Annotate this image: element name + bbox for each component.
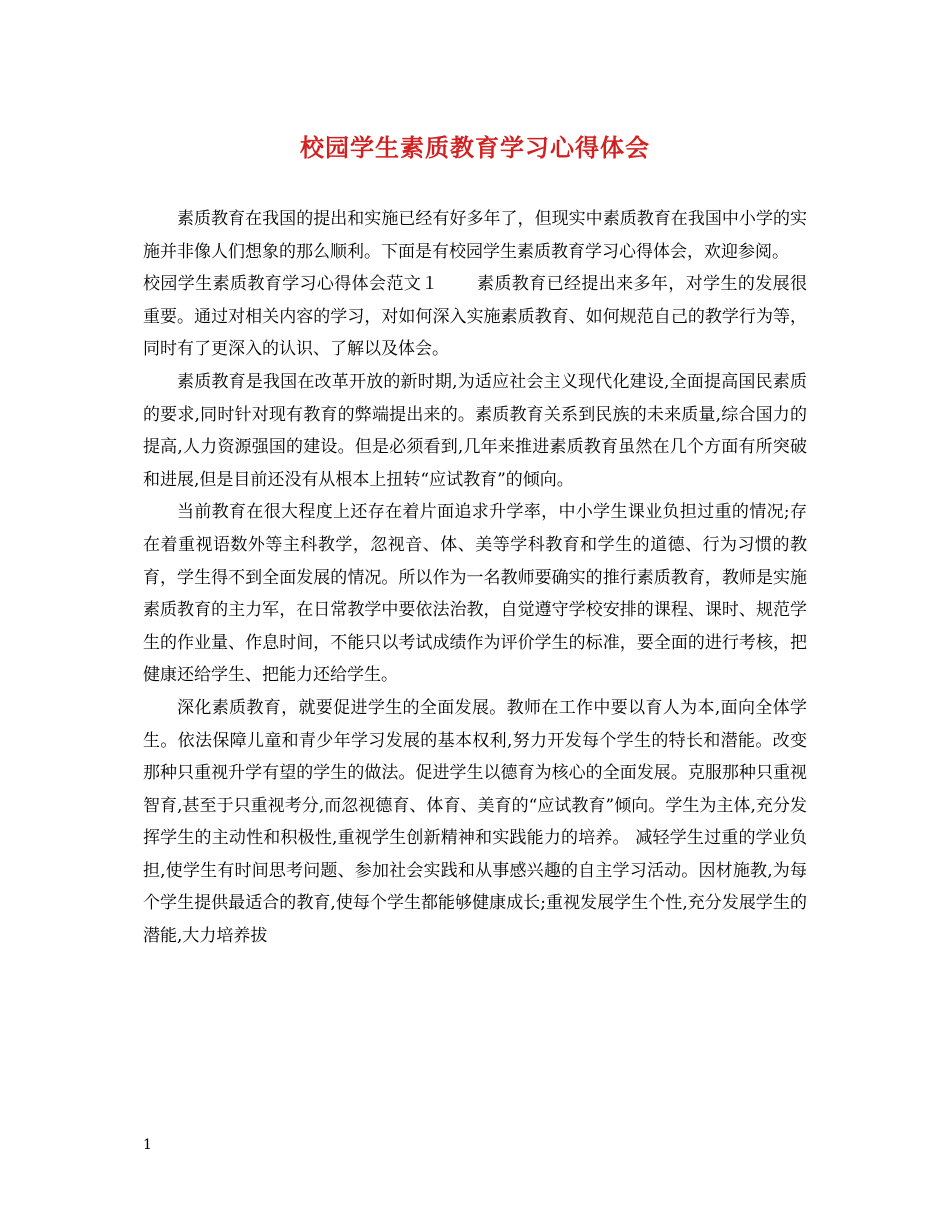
page-number: 1 [143, 1137, 152, 1153]
sample-lead-text: 素质教育已经提出来多年，对学生的发展很重要。通过对相关内容的学习，对如何深入实施素质教育、如何规范自己的教学行为等，同时有了更深入的认识、了解以及体会。 [143, 274, 808, 360]
document-body [143, 203, 807, 953]
body-paragraph: 深化素质教育，就要促进学生的全面发展。教师在工作中要以育人为本,面向全体学生。依法保障儿童和青少年学习发展的基本权利,努力开发每个学生的特长和潜能。改变那种只重视升学有望的学生的做法。促进学生以德育为核心的全面发展。克服那种只重视智育,甚至于只重视考分,而忽视德育、体育、美育的“应试教育”倾向。学生为主体,充分发挥学生的主动性和积极性,重视学生创新精神和实践能力的培养。 减轻学生过重的学业负担,使学生有时间思考问题、参加社会实践和从事感兴趣的自主学习活动。因材施教,为每个学生提供最适合的教育,使每个学生都能够健康成长;重视发展学生个性,充分发展学生的潜能,大力培养拔 [143, 697, 807, 947]
document-title: 校园学生素质教育学习心得体会 [300, 133, 650, 162]
sample-paragraph [143, 268, 807, 366]
intro-paragraph: 素质教育在我国的提出和实施已经有好多年了，但现实中素质教育在我国中小学的实施并非像人们想象的那么顺利。下面是有校园学生素质教育学习心得体会，欢迎参阅。 [143, 209, 807, 262]
body-paragraph: 当前教育在很大程度上还存在着片面追求升学率，中小学生课业负担过重的情况;存在着重视语数外等主科教学，忽视音、体、美等学科教育和学生的道德、行为习惯的教育，学生得不到全面发展的情况。所以作为一名教师要确实的推行素质教育，教师是实施素质教育的主力军，在日常教学中要依法治教，自觉遵守学校安排的课程、课时、规范学生的作业量、作息时间，不能只以考试成绩作为评价学生的标准，要全面的进行考核，把健康还给学生、把能力还给学生。 [143, 502, 807, 686]
sample-heading: 校园学生素质教育学习心得体会范文１ [143, 274, 439, 295]
body-paragraph: 素质教育是我国在改革开放的新时期,为适应社会主义现代化建设,全面提高国民素质的要求,同时针对现有教育的弊端提出来的。素质教育关系到民族的未来质量,综合国力的提高,人力资源强国的建设。但是必须看到,几年来推进素质教育虽然在几个方面有所突破和进展,但是目前还没有从根本上扭转“应试教育”的倾向。 [143, 371, 807, 490]
